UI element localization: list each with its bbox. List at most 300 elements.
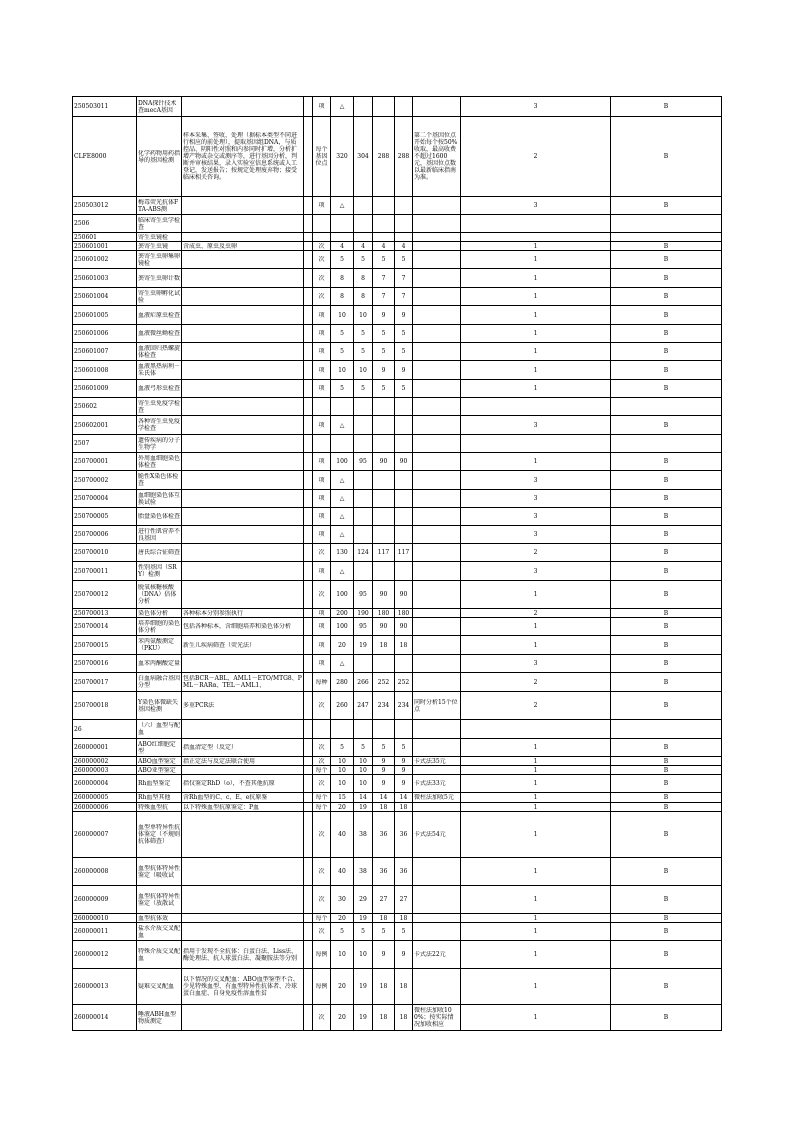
price-level-4-text: 7	[401, 293, 406, 300]
category-text: 1	[533, 757, 538, 765]
item-name-text: 脆性X染色体检查	[138, 473, 179, 487]
category-cell	[461, 233, 611, 242]
item-code-cell	[73, 812, 137, 858]
insurance-class-text: B	[663, 202, 669, 209]
item-code-cell	[73, 923, 137, 941]
price-level-1-text: 100	[336, 623, 348, 630]
price-level-1-cell	[331, 453, 354, 471]
item-description-cell	[182, 306, 304, 325]
insurance-class-cell	[611, 325, 722, 343]
item-name-cell	[137, 242, 182, 251]
price-level-3-text: 7	[381, 274, 386, 282]
price-level-4-cell	[395, 251, 413, 269]
price-level-3-cell	[373, 215, 395, 233]
price-level-2-text: 19	[359, 641, 367, 649]
category-text: 1	[533, 458, 538, 465]
price-level-1-cell	[331, 775, 354, 793]
item-name-text: 寄生虫卵孵化试验	[138, 289, 180, 304]
table-row	[73, 435, 722, 453]
item-description-cell	[182, 886, 304, 914]
item-name-text: 血液黑热病利－朱氏体	[138, 363, 180, 377]
price-level-1-text: 4	[340, 242, 344, 250]
item-name-cell	[137, 757, 182, 766]
price-level-1-cell	[331, 914, 354, 923]
category-cell	[461, 471, 611, 490]
category-cell	[461, 398, 611, 416]
note-cell	[413, 562, 461, 581]
item-description-text: 以下特殊血型抗原鉴定：P血	[183, 803, 260, 811]
price-level-2-cell	[354, 269, 373, 288]
item-code-cell	[73, 636, 137, 655]
item-code-text: 250700016	[74, 660, 109, 667]
insurance-class-text: B	[663, 831, 669, 838]
table-row	[73, 526, 722, 544]
insurance-class-cell	[611, 398, 722, 416]
insurance-class-text: B	[663, 274, 669, 282]
price-level-1-cell	[331, 886, 354, 914]
price-level-2-text: 5	[361, 385, 365, 392]
insurance-class-cell	[611, 306, 722, 325]
price-level-4-cell	[395, 343, 413, 361]
item-name-text: 血液微丝蚴检查	[138, 330, 180, 337]
unit-text: 每个	[315, 766, 328, 774]
item-description-text: 包括BCR－ABL、AML1－ETO/MTG8、PML－RARα、TEL－AML1、	[183, 675, 302, 689]
price-level-2-text: 10	[359, 780, 367, 787]
spacer-cell	[304, 453, 313, 471]
item-code-text: 260000012	[74, 951, 109, 958]
price-level-1-cell	[331, 325, 354, 343]
price-level-3-cell	[373, 343, 395, 361]
price-level-4-text: 7	[401, 274, 406, 282]
price-level-3-cell	[373, 692, 395, 720]
spacer-cell	[304, 544, 313, 562]
category-cell	[461, 380, 611, 398]
category-text: 3	[533, 531, 538, 538]
category-text: 1	[533, 366, 538, 374]
price-level-3-cell	[373, 969, 395, 1005]
price-level-1-cell	[331, 739, 354, 757]
unit-text: 次	[318, 242, 325, 250]
insurance-class-text: B	[663, 951, 669, 958]
category-text: 1	[533, 330, 538, 337]
item-name-text: 进行性肌营养不良基因	[138, 527, 180, 542]
note-cell	[413, 215, 461, 233]
price-level-3-text: 27	[379, 896, 388, 903]
price-level-3-text: 9	[381, 780, 386, 787]
insurance-class-text: B	[663, 780, 669, 787]
price-level-4-cell	[395, 242, 413, 251]
table-row	[73, 793, 722, 803]
price-level-1-cell	[331, 242, 354, 251]
spacer-cell	[304, 325, 313, 343]
price-level-2-cell	[354, 562, 373, 581]
unit-text: 次	[318, 274, 325, 282]
price-level-4-text: 18	[399, 1014, 408, 1021]
insurance-class-cell	[611, 636, 722, 655]
price-level-3-text: 14	[379, 794, 388, 801]
item-code-text: 250601005	[74, 311, 109, 319]
unit-text: 每种	[315, 678, 328, 686]
note-cell	[413, 197, 461, 215]
price-level-4-text: 18	[399, 641, 408, 649]
item-name-text: 苯丙氨酸测定（PKU）	[138, 638, 175, 652]
table-row	[73, 453, 722, 471]
price-level-3-text: 90	[379, 458, 388, 465]
item-description-cell	[182, 435, 304, 453]
price-level-2-cell	[354, 1005, 373, 1031]
item-code-text: 250700006	[74, 531, 109, 538]
item-code-cell	[73, 117, 137, 197]
category-cell	[461, 453, 611, 471]
price-level-4-text: 18	[399, 803, 408, 811]
unit-cell	[313, 435, 331, 453]
price-level-2-cell	[354, 618, 373, 636]
price-level-3-cell	[373, 720, 395, 739]
item-description-cell	[182, 269, 304, 288]
price-level-2-text: 19	[359, 803, 367, 811]
note-cell	[413, 923, 461, 941]
insurance-class-text: B	[663, 702, 669, 709]
table-row	[73, 609, 722, 618]
price-level-1-cell	[331, 117, 354, 197]
unit-cell	[313, 508, 331, 526]
price-level-1-text: 10	[338, 951, 346, 958]
unit-cell	[313, 766, 331, 775]
price-level-4-text: 9	[401, 311, 406, 319]
item-description-cell	[182, 343, 304, 361]
unit-text: 项	[318, 348, 325, 355]
price-level-2-cell	[354, 886, 373, 914]
unit-text: 次	[318, 831, 325, 838]
note-cell	[413, 544, 461, 562]
item-description-text: 含成虫、原虫及虫卵	[183, 242, 238, 250]
spacer-cell	[304, 886, 313, 914]
price-level-2-text: 10	[359, 766, 367, 774]
item-code-text: 2506	[74, 220, 90, 227]
price-level-1-cell	[331, 197, 354, 215]
item-description-cell	[182, 325, 304, 343]
item-name-text: 血型单特异性抗体鉴定（不规则抗体筛查）	[138, 824, 180, 845]
item-code-text: 260000003	[74, 766, 109, 774]
category-text: 2	[533, 549, 538, 556]
note-cell	[413, 692, 461, 720]
price-level-3-text: 5	[381, 348, 386, 355]
price-level-4-text: 18	[399, 983, 408, 990]
price-level-2-cell	[354, 453, 373, 471]
insurance-class-cell	[611, 673, 722, 692]
item-name-cell	[137, 215, 182, 233]
unit-cell	[313, 793, 331, 803]
item-name-text: 血苯丙酮酸定量	[138, 660, 180, 667]
insurance-class-cell	[611, 343, 722, 361]
price-level-3-cell	[373, 233, 395, 242]
item-name-text: 血型抗体效	[138, 914, 169, 922]
category-text: 1	[533, 256, 538, 263]
item-description-cell	[182, 508, 304, 526]
price-level-4-cell	[395, 775, 413, 793]
spacer-cell	[304, 233, 313, 242]
insurance-class-text: B	[663, 495, 669, 502]
item-description-text: 各种标本分别参照执行	[183, 609, 244, 617]
price-level-2-cell	[354, 739, 373, 757]
insurance-class-text: B	[663, 609, 669, 617]
price-level-1-cell	[331, 380, 354, 398]
price-level-3-cell	[373, 288, 395, 306]
insurance-class-cell	[611, 380, 722, 398]
table-row	[73, 858, 722, 886]
spacer-cell	[304, 720, 313, 739]
price-level-1-text: 30	[338, 896, 346, 903]
price-level-4-cell	[395, 923, 413, 941]
spacer-cell	[304, 803, 313, 812]
price-level-1-text: 320	[336, 153, 348, 160]
unit-text: 项	[318, 531, 325, 538]
table-row	[73, 398, 722, 416]
item-code-cell	[73, 269, 137, 288]
item-code-text: 250602001	[74, 421, 109, 429]
table-row	[73, 197, 722, 215]
insurance-class-cell	[611, 416, 722, 435]
category-text: 1	[533, 1014, 538, 1021]
item-code-cell	[73, 306, 137, 325]
price-level-2-cell	[354, 812, 373, 858]
category-cell	[461, 692, 611, 720]
insurance-class-text: B	[663, 757, 669, 765]
item-name-text: 疑难交叉配血	[138, 983, 175, 990]
price-level-2-cell	[354, 941, 373, 969]
unit-cell	[313, 969, 331, 1005]
insurance-class-text: B	[663, 641, 669, 649]
price-level-2-text: 19	[359, 983, 367, 990]
category-cell	[461, 97, 611, 117]
insurance-class-text: B	[663, 928, 669, 935]
table-body	[73, 97, 722, 1031]
price-level-2-text: 38	[359, 831, 367, 838]
price-level-2-text: 266	[357, 678, 369, 686]
price-level-1-cell	[331, 858, 354, 886]
category-cell	[461, 490, 611, 508]
unit-text: 项	[318, 513, 325, 520]
price-level-3-cell	[373, 416, 395, 435]
category-cell	[461, 117, 611, 197]
item-code-cell	[73, 803, 137, 812]
item-code-cell	[73, 914, 137, 923]
price-level-2-cell	[354, 766, 373, 775]
unit-text: 每例	[315, 951, 328, 958]
price-level-4-cell	[395, 1005, 413, 1031]
item-code-cell	[73, 526, 137, 544]
unit-text: 次	[318, 256, 325, 263]
price-level-1-text: 20	[338, 1014, 346, 1021]
spacer-cell	[304, 288, 313, 306]
price-level-1-text: 40	[338, 868, 346, 875]
item-code-text: 26	[74, 725, 82, 733]
price-level-3-cell	[373, 526, 395, 544]
item-name-text: 性别基因（SRY）检测	[138, 564, 177, 578]
price-level-4-cell	[395, 914, 413, 923]
category-text: 1	[533, 385, 538, 392]
category-text: 2	[533, 153, 538, 160]
category-cell	[461, 886, 611, 914]
price-level-4-cell	[395, 526, 413, 544]
insurance-class-cell	[611, 1005, 722, 1031]
price-level-1-cell	[331, 288, 354, 306]
item-code-text: CLFE8000	[74, 153, 107, 160]
price-level-4-text: 9	[401, 366, 406, 374]
price-level-1-cell	[331, 803, 354, 812]
price-level-4-cell	[395, 969, 413, 1005]
price-level-1-cell	[331, 636, 354, 655]
note-cell	[413, 508, 461, 526]
item-name-text: 血型抗体特异性鉴定（吸收试	[138, 864, 180, 879]
category-cell	[461, 720, 611, 739]
price-level-3-cell	[373, 757, 395, 766]
category-cell	[461, 655, 611, 673]
price-level-1-cell	[331, 757, 354, 766]
unit-cell	[313, 562, 331, 581]
insurance-class-cell	[611, 490, 722, 508]
note-cell	[413, 242, 461, 251]
price-level-2-cell	[354, 490, 373, 508]
price-level-3-cell	[373, 793, 395, 803]
insurance-class-cell	[611, 812, 722, 858]
price-level-1-text: △	[339, 531, 345, 538]
note-cell	[413, 117, 461, 197]
price-level-2-cell	[354, 197, 373, 215]
unit-text: 每个	[315, 803, 328, 811]
note-cell	[413, 325, 461, 343]
price-level-4-cell	[395, 673, 413, 692]
price-level-4-cell	[395, 803, 413, 812]
table-row	[73, 739, 722, 757]
insurance-class-text: B	[663, 896, 669, 903]
unit-cell	[313, 117, 331, 197]
note-text: 同时分析15个位点	[414, 698, 458, 713]
item-code-cell	[73, 242, 137, 251]
unit-cell	[313, 618, 331, 636]
insurance-class-cell	[611, 581, 722, 609]
item-description-cell	[182, 673, 304, 692]
price-level-3-text: 252	[377, 678, 390, 686]
price-level-4-cell	[395, 269, 413, 288]
insurance-class-cell	[611, 941, 722, 969]
price-level-4-text: 5	[401, 348, 406, 355]
item-name-text: 粪寄生虫镜	[138, 242, 169, 250]
price-level-2-cell	[354, 673, 373, 692]
unit-cell	[313, 775, 331, 793]
note-cell	[413, 766, 461, 775]
price-level-3-cell	[373, 508, 395, 526]
category-cell	[461, 416, 611, 435]
insurance-class-cell	[611, 618, 722, 636]
category-cell	[461, 766, 611, 775]
table-row	[73, 215, 722, 233]
item-code-text: 2507	[74, 440, 90, 447]
category-text: 1	[533, 928, 538, 935]
item-code-cell	[73, 361, 137, 380]
price-level-2-cell	[354, 361, 373, 380]
price-level-3-text: 5	[381, 928, 386, 935]
item-name-cell	[137, 793, 182, 803]
price-level-3-cell	[373, 242, 395, 251]
item-name-cell	[137, 766, 182, 775]
note-cell	[413, 1005, 461, 1031]
note-cell	[413, 673, 461, 692]
price-level-1-cell	[331, 343, 354, 361]
price-level-3-cell	[373, 914, 395, 923]
price-level-3-text: 90	[379, 623, 388, 630]
item-description-cell	[182, 812, 304, 858]
price-level-1-cell	[331, 969, 354, 1005]
price-level-4-cell	[395, 416, 413, 435]
price-level-2-text: 19	[359, 1014, 367, 1021]
unit-cell	[313, 609, 331, 618]
category-text: 3	[533, 513, 538, 520]
price-level-1-text: 130	[336, 549, 348, 556]
unit-cell	[313, 923, 331, 941]
price-level-2-cell	[354, 858, 373, 886]
price-level-3-text: 18	[379, 803, 388, 811]
item-description-cell	[182, 692, 304, 720]
category-text: 1	[533, 951, 538, 958]
insurance-class-text: B	[663, 385, 669, 392]
item-description-text: 新生儿疾病筛查（荧光法）	[183, 641, 256, 649]
item-name-cell	[137, 544, 182, 562]
unit-text: 项	[318, 660, 325, 667]
note-cell	[413, 655, 461, 673]
note-text: 微柱法加收5元	[414, 794, 454, 801]
price-level-3-cell	[373, 361, 395, 380]
category-cell	[461, 923, 611, 941]
table-row	[73, 380, 722, 398]
spacer-cell	[304, 435, 313, 453]
item-code-cell	[73, 618, 137, 636]
price-level-4-text: 9	[401, 951, 406, 958]
unit-text: 项	[318, 103, 325, 110]
note-cell	[413, 914, 461, 923]
item-name-text: 培养细胞的染色体分析	[138, 619, 180, 634]
category-cell	[461, 673, 611, 692]
item-code-cell	[73, 775, 137, 793]
item-name-text: 唐氏综合征筛查	[138, 549, 180, 556]
price-level-3-cell	[373, 471, 395, 490]
price-level-4-cell	[395, 692, 413, 720]
insurance-class-text: B	[663, 348, 669, 355]
item-description-text: 样本采集、签收、处理（据标本类型不同进行相应的前处理），提取基因组DNA，与质控品、阴阳性对照和内参同时扩增，分析扩增产物或杂交或测序等，进行基因分析，判断并审核结果，录入实验室信息系统或人工登记，发送报告；按规定处理废弃物；接受临床相关咨询。	[183, 132, 298, 181]
unit-cell	[313, 398, 331, 416]
spacer-cell	[304, 812, 313, 858]
price-level-3-text: 36	[379, 868, 388, 875]
price-level-2-cell	[354, 343, 373, 361]
unit-text: 次	[318, 928, 325, 935]
price-level-3-text: 5	[381, 744, 386, 751]
item-code-cell	[73, 673, 137, 692]
price-level-2-cell	[354, 288, 373, 306]
category-text: 2	[533, 678, 538, 686]
price-level-3-cell	[373, 581, 395, 609]
unit-text: 次	[318, 702, 325, 709]
price-level-3-cell	[373, 453, 395, 471]
price-level-2-text: 5	[361, 330, 365, 337]
unit-cell	[313, 251, 331, 269]
fee-schedule-table	[72, 96, 722, 1031]
spacer-cell	[304, 269, 313, 288]
spacer-cell	[304, 380, 313, 398]
price-level-4-cell	[395, 117, 413, 197]
note-cell	[413, 886, 461, 914]
price-level-4-cell	[395, 325, 413, 343]
item-name-text: Rh血型鉴定	[138, 780, 171, 787]
